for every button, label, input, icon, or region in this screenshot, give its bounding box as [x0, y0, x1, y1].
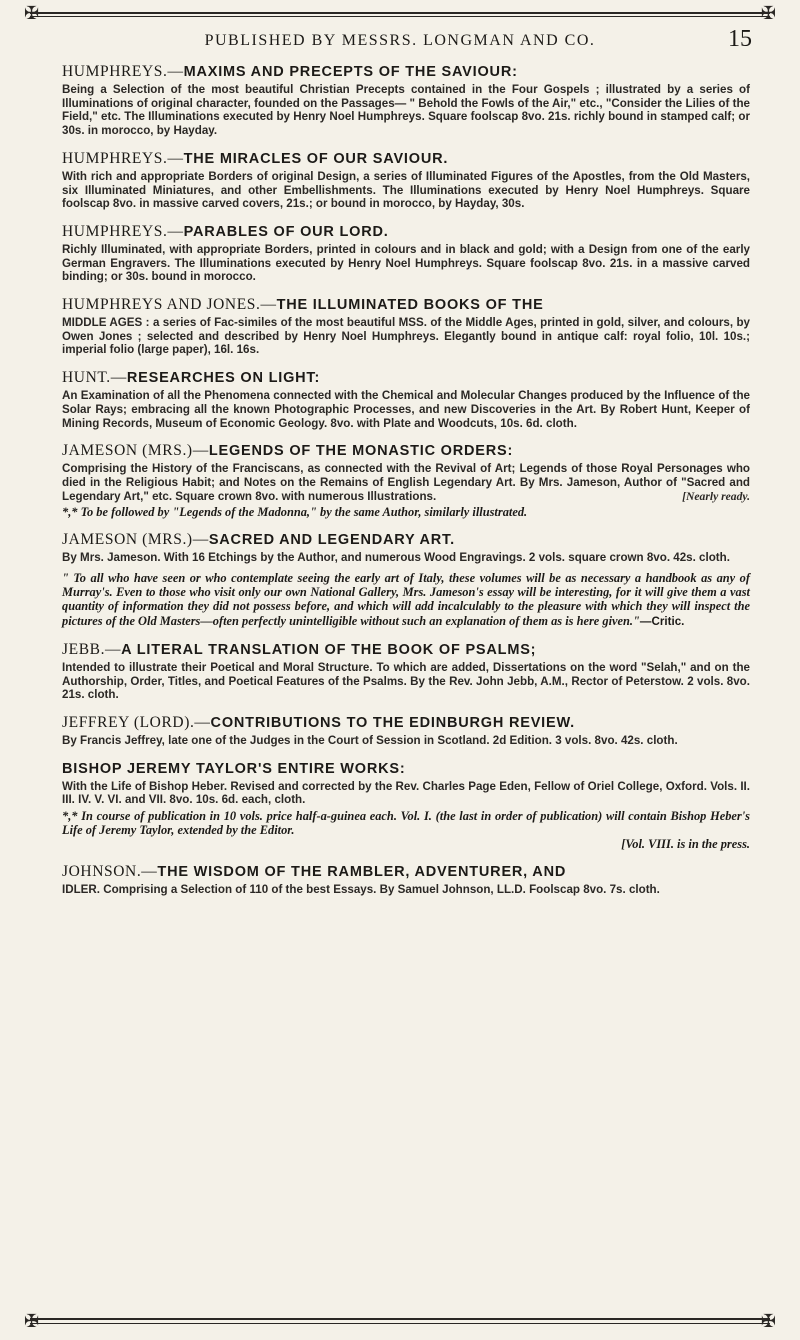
entry-title: THE ILLUMINATED BOOKS OF THE: [276, 297, 544, 314]
entry-title: LEGENDS OF THE MONASTIC ORDERS:: [208, 443, 514, 460]
entry: [62, 640, 750, 702]
entry-heading: [62, 295, 750, 315]
entry-heading: [62, 713, 750, 733]
top-rule-thin: [30, 16, 770, 17]
entry-title: CONTRIBUTIONS TO THE EDINBURGH REVIEW.: [210, 714, 575, 731]
entry-title: SACRED AND LEGENDARY ART.: [208, 532, 455, 549]
entry-author: HUMPHREYS.—: [62, 222, 184, 240]
entry-description: Intended to illustrate their Poetical and Moral Structure. To which are added, Dissertations on the word "Selah," and on the Authorship, Order, Titles, and Poetical Features of the Psalms. By the Rev. John Jebb, A.M., Rector of Peterstow. 2 vols. 8vo. 21s. cloth.: [62, 660, 750, 702]
entry-description: Being a Selection of the most beautiful Christian Precepts contained in the Four Gospels ; illustrated by a series of Illuminations of original character, founded on the Passages— " Behold the Fowls of the Air," etc., "Consider the Lilies of the Field," etc. The Illuminations executed by Henry Noel Humphreys. Square foolscap 8vo. 21s. richly bound in stamped calf; or 30s. in morocco, by Hayday.: [62, 83, 750, 138]
bottom-rule: [30, 1318, 770, 1320]
entry-heading: [62, 640, 750, 660]
entry: [62, 149, 750, 211]
entry-title: A LITERAL TRANSLATION OF THE BOOK OF PSALMS;: [121, 641, 537, 658]
review-quote: [62, 571, 750, 629]
entry-heading: [62, 62, 750, 82]
entry-author: HUMPHREYS.—: [62, 149, 184, 167]
entry: [62, 530, 750, 629]
entry-description: By Francis Jeffrey, late one of the Judges in the Court of Session in Scotland. 2d Edition. 3 vols. 8vo. 42s. cloth.: [62, 733, 678, 747]
entries-list: [62, 62, 750, 908]
entry-description: With rich and appropriate Borders of original Design, a series of Illuminated Figures of the Apostles, from the Old Masters, six Illuminated Miniatures, and other Embellishments. The Illuminations executed by Henry Noel Humphreys. Square foolscap 8vo. in massive carved covers, 21s.; or bound in morocco, by Hayday, 30s.: [62, 169, 750, 211]
corner-ornament-icon: ✠: [24, 1311, 40, 1331]
entry-description: Richly Illuminated, with appropriate Borders, printed in colours and in black and gold; with a Design from one of the early German Engravers. The Illuminations executed by Henry Noel Humphreys. Square foolscap 8vo. 21s. in a massive carved binding; or 30s. bound in morocco.: [62, 242, 750, 284]
corner-ornament-icon: ✠: [760, 1311, 776, 1331]
entry: [62, 441, 750, 519]
entry-title: MAXIMS AND PRECEPTS OF THE SAVIOUR:: [183, 64, 518, 80]
entry-author: JEBB.—: [62, 640, 122, 658]
entry-author: HUMPHREYS AND JONES.—: [62, 296, 277, 314]
entry-description: IDLER. Comprising a Selection of 110 of the best Essays. By Samuel Johnson, LL.D. Foolscap 8vo. 7s. cloth.: [62, 883, 660, 897]
entry-title: PARABLES OF OUR LORD.: [183, 223, 389, 240]
entry: [62, 295, 750, 357]
entry-heading: [62, 222, 750, 242]
entry: [62, 862, 750, 897]
entry-heading: [62, 149, 750, 169]
entry: [62, 713, 750, 748]
entry-heading: [62, 530, 750, 550]
review-quote-source: —Critic.: [639, 614, 685, 628]
entry: [62, 62, 750, 138]
entry-heading: [62, 368, 750, 388]
entry: [62, 759, 750, 851]
bottom-rule-thin: [30, 1323, 770, 1324]
entry-author: HUNT.—: [62, 369, 127, 387]
corner-ornament-icon: ✠: [760, 3, 776, 23]
entry-title: THE MIRACLES OF OUR SAVIOUR.: [183, 150, 449, 167]
entry-heading: [62, 441, 750, 461]
entry-description: With the Life of Bishop Heber. Revised and corrected by the Rev. Charles Page Eden, Fellow of Oriel College, Oxford. Vols. II. III. IV. V. VI. and VII. 8vo. 10s. 6d. each, cloth.: [62, 779, 750, 807]
entry-heading: [62, 759, 750, 779]
entry-heading: [62, 862, 750, 882]
entry-note-text: *,* In course of publication in 10 vols. price half-a-guinea each. Vol. I. (the last in order of publication) will contain Bishop Heber's Life of Jeremy Taylor, extended by the Editor.: [62, 809, 750, 838]
entry-description: By Mrs. Jameson. With 16 Etchings by the Author, and numerous Wood Engravings. 2 vols. square crown 8vo. 42s. cloth.: [62, 551, 730, 565]
entry-title: THE WISDOM OF THE RAMBLER, ADVENTURER, AND: [157, 864, 567, 881]
publication-status: [Nearly ready.: [682, 489, 750, 503]
publication-status: [Vol. VIII. is in the press.: [621, 837, 750, 852]
entry-description: [62, 462, 750, 503]
page-number: 15: [728, 26, 752, 52]
entry: [62, 368, 750, 430]
entry: [62, 222, 750, 284]
entry-note: [62, 809, 750, 837]
entry-title: RESEARCHES ON LIGHT:: [126, 370, 321, 387]
entry-description-text: Comprising the History of the Franciscans, as connected with the Revival of Art; Legends of those Royal Personages who died in the Religious Habit; and Notes on the Remains of English Legendary Art. By Mrs. Jameson, Author of "Sacred and Legendary Art," etc. Square crown 8vo. with numerous Illustrations.: [62, 462, 750, 503]
top-rule: [30, 12, 770, 14]
entry-author: JOHNSON.—: [62, 863, 158, 881]
entry-author: JEFFREY (LORD).—: [62, 713, 211, 731]
entry-author: JAMESON (MRS.)—: [62, 531, 209, 549]
review-quote-text: " To all who have seen or who contemplate seeing the early art of Italy, these volumes will be as necessary a handbook as any of Murray's. Even to those who visit only our own National Gallery, Mrs. Jameson's essay will be interesting, for it will give them a vast quantity of information they did not possess before, and which will add incalculably to the pleasure with which they will inspect the pictures of the Old Masters—often perfectly unintelligible without such an explanation of them as is here given.": [62, 571, 750, 628]
entry-title: BISHOP JEREMY TAYLOR'S ENTIRE WORKS:: [62, 760, 406, 777]
entry-author: JAMESON (MRS.)—: [62, 442, 209, 460]
entry-author: HUMPHREYS.—: [62, 63, 184, 80]
entry-description: An Examination of all the Phenomena connected with the Chemical and Molecular Changes produced by the Influence of the Solar Rays; embracing all the known Photographic Processes, and new Discoveries in the Art. By Robert Hunt, Keeper of Mining Records, Museum of Economic Geology. 8vo. with Plate and Woodcuts, 10s. 6d. cloth.: [62, 389, 750, 430]
entry-description: MIDDLE AGES : a series of Fac-similes of the most beautiful MSS. of the Middle Ages, printed in gold, silver, and colours, by Owen Jones ; selected and described by Henry Noel Humphreys. Elegantly bound in antique calf: royal folio, 10l. 10s.; imperial folio (large paper), 16l. 16s.: [62, 316, 750, 357]
running-head: PUBLISHED BY MESSRS. LONGMAN AND CO.: [204, 32, 596, 49]
entry-note: *,* To be followed by "Legends of the Madonna," by the same Author, similarly illustrated.: [62, 505, 528, 520]
corner-ornament-icon: ✠: [24, 3, 40, 23]
